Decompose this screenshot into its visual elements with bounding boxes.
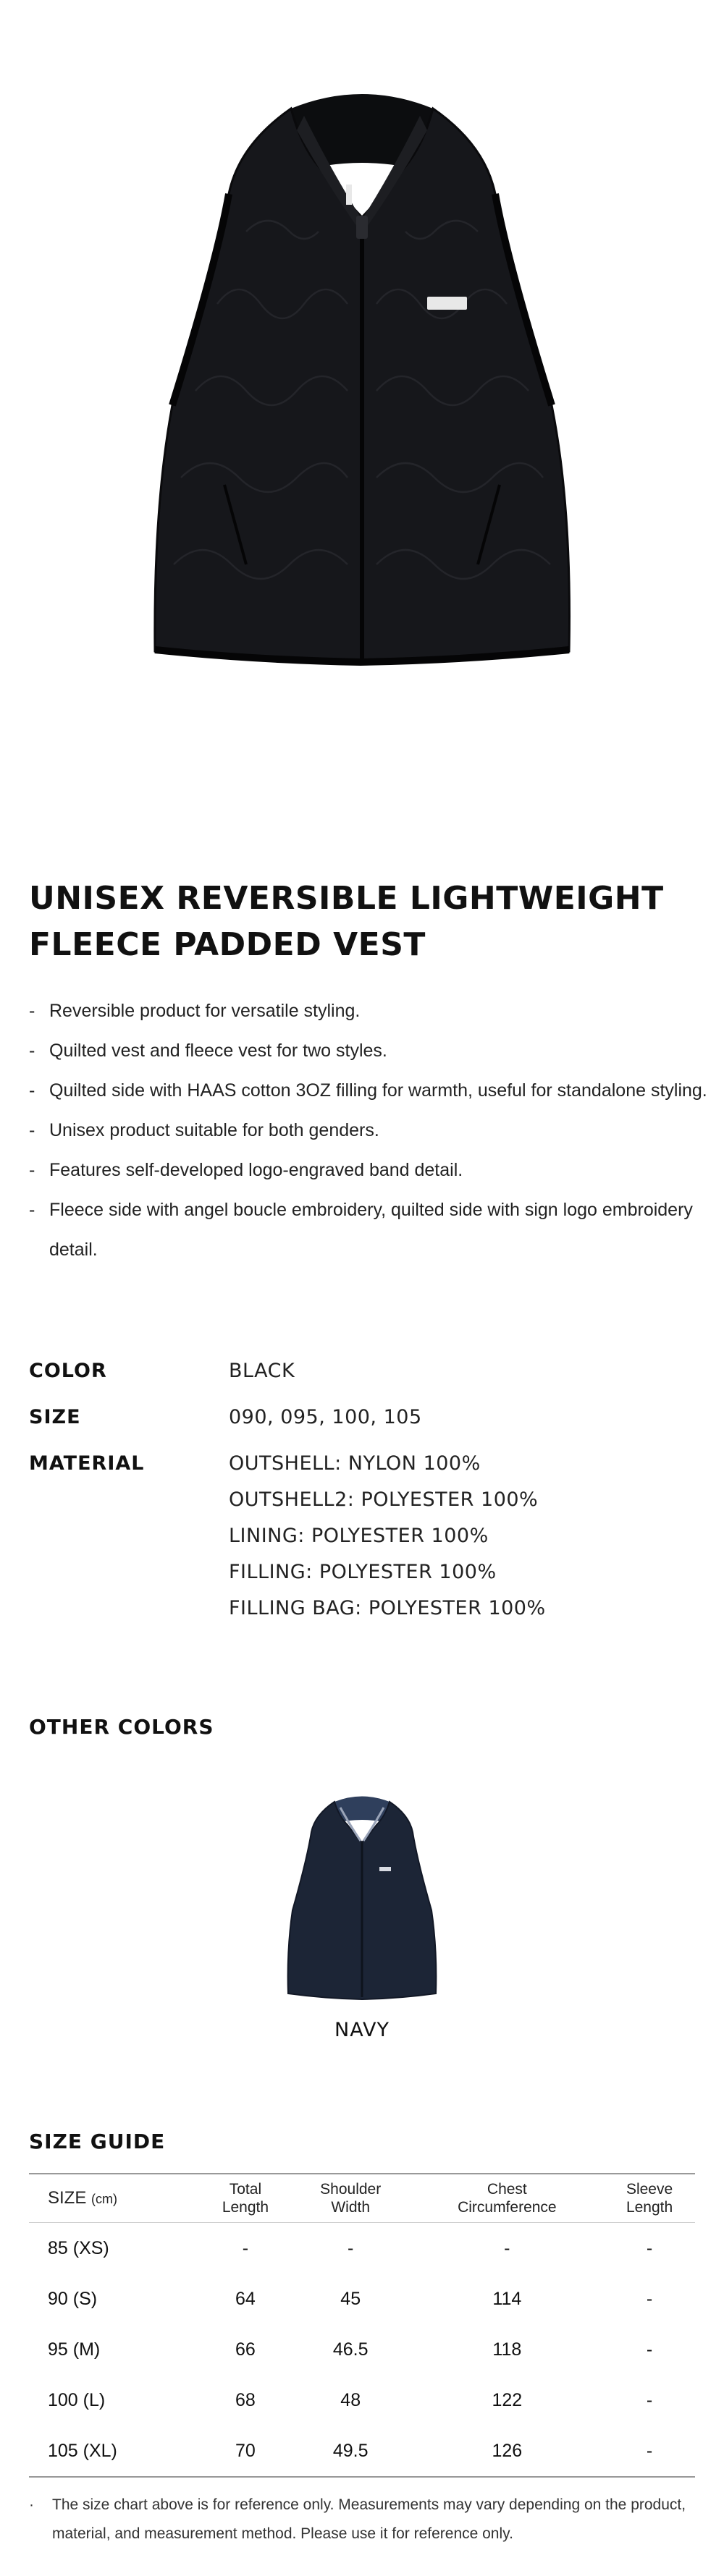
feature-item: - Unisex product suitable for both genders.	[29, 1111, 724, 1151]
material-value: LINING: POLYESTER 100%	[229, 1525, 489, 1547]
header-chest-circumference	[411, 2174, 605, 2223]
feature-item: - Quilted vest and fleece vest for two styles.	[29, 1031, 724, 1071]
table-cell: 85 (XS)	[48, 2237, 109, 2258]
table-cell: -	[604, 2425, 695, 2477]
table-row	[29, 2223, 695, 2274]
color-swatch-navy[interactable]	[282, 1787, 442, 2004]
header-text: Width	[331, 2199, 371, 2216]
header-text: Circumference	[458, 2199, 557, 2216]
table-cell: 49.5	[291, 2425, 411, 2477]
other-colors-title: OTHER COLORS	[29, 1715, 214, 1739]
table-cell: 46.5	[332, 2339, 369, 2360]
header-total-length	[200, 2174, 291, 2223]
table-cell: 70	[200, 2425, 291, 2477]
product-specs	[29, 1353, 695, 1627]
table-row	[29, 2274, 695, 2324]
size-value: 090, 095, 100, 105	[229, 1406, 422, 1428]
table-cell: 118	[492, 2339, 522, 2360]
table-row	[29, 2375, 695, 2425]
table-cell: 95 (M)	[48, 2339, 101, 2360]
table-cell: -	[646, 2237, 653, 2258]
material-value: FILLING: POLYESTER 100%	[229, 1561, 497, 1583]
table-cell: -	[504, 2237, 510, 2258]
feature-item: - Features self-developed logo-engraved band detail.	[29, 1151, 724, 1190]
header-sleeve-length	[604, 2174, 695, 2223]
header-text: Chest	[487, 2181, 527, 2198]
spec-row-material	[29, 1446, 695, 1627]
header-size	[29, 2174, 200, 2223]
table-cell: 66	[235, 2339, 256, 2360]
table-cell: 45	[340, 2288, 361, 2309]
material-value: FILLING BAG: POLYESTER 100%	[229, 1597, 546, 1619]
product-title	[29, 876, 695, 968]
material-label: MATERIAL	[29, 1452, 145, 1475]
product-title-line1: UNISEX REVERSIBLE LIGHTWEIGHT	[29, 880, 664, 917]
table-cell: 126	[411, 2425, 605, 2477]
product-title-line2: FLEECE PADDED VEST	[29, 926, 426, 963]
size-label: SIZE	[29, 1406, 81, 1428]
table-cell: 114	[492, 2288, 522, 2309]
table-cell: 90 (S)	[48, 2288, 98, 2309]
table-row	[29, 2324, 695, 2375]
color-value: BLACK	[229, 1360, 295, 1382]
product-image	[0, 0, 724, 724]
header-text: Sleeve	[626, 2181, 673, 2198]
table-cell: -	[646, 2288, 653, 2309]
navy-vest-thumbnail	[282, 1787, 442, 2004]
size-table-header	[29, 2174, 695, 2223]
feature-item: - Reversible product for versatile styling.	[29, 991, 724, 1031]
feature-item: - Fleece side with angel boucle embroidery, quilted side with sign logo embroidery detail.	[29, 1190, 724, 1270]
table-row	[29, 2425, 695, 2477]
note-text: The size chart above is for reference only. Measurements may vary depending on the product, material, and measurement method. Please use it for reference only.	[52, 2496, 686, 2542]
header-text: Length	[626, 2199, 673, 2216]
table-cell: 64	[235, 2288, 256, 2309]
feature-item: - Quilted side with HAAS cotton 3OZ filling for warmth, useful for standalone styling.	[29, 1071, 724, 1111]
header-shoulder-width	[291, 2174, 411, 2223]
table-cell: 122	[492, 2389, 523, 2410]
table-cell: 100 (L)	[48, 2389, 106, 2410]
spec-row-color	[29, 1353, 695, 1389]
table-cell: -	[348, 2237, 354, 2258]
table-cell: 105 (XL)	[29, 2425, 200, 2477]
color-label: COLOR	[29, 1360, 107, 1382]
table-cell: -	[646, 2339, 653, 2360]
header-text: Total	[229, 2181, 262, 2198]
size-guide-title: SIZE GUIDE	[29, 2130, 166, 2153]
table-cell: 48	[340, 2389, 361, 2410]
black-vest-illustration	[0, 0, 724, 724]
header-text: Shoulder	[320, 2181, 382, 2198]
size-guide-note	[29, 2491, 695, 2549]
material-value: OUTSHELL: NYLON 100%	[229, 1452, 481, 1475]
header-size-unit: (cm)	[91, 2191, 117, 2206]
header-text: Length	[222, 2199, 269, 2216]
color-swatch-label[interactable]: NAVY	[334, 2019, 390, 2041]
material-value: OUTSHELL2: POLYESTER 100%	[229, 1488, 539, 1511]
spec-row-size	[29, 1399, 695, 1436]
table-cell: -	[646, 2389, 653, 2410]
table-cell: 68	[235, 2389, 256, 2410]
note-bullet: ·	[29, 2496, 34, 2513]
header-size-label: SIZE	[48, 2187, 87, 2208]
size-guide-table	[29, 2173, 695, 2478]
feature-list	[29, 991, 724, 1270]
table-cell: -	[242, 2237, 249, 2258]
